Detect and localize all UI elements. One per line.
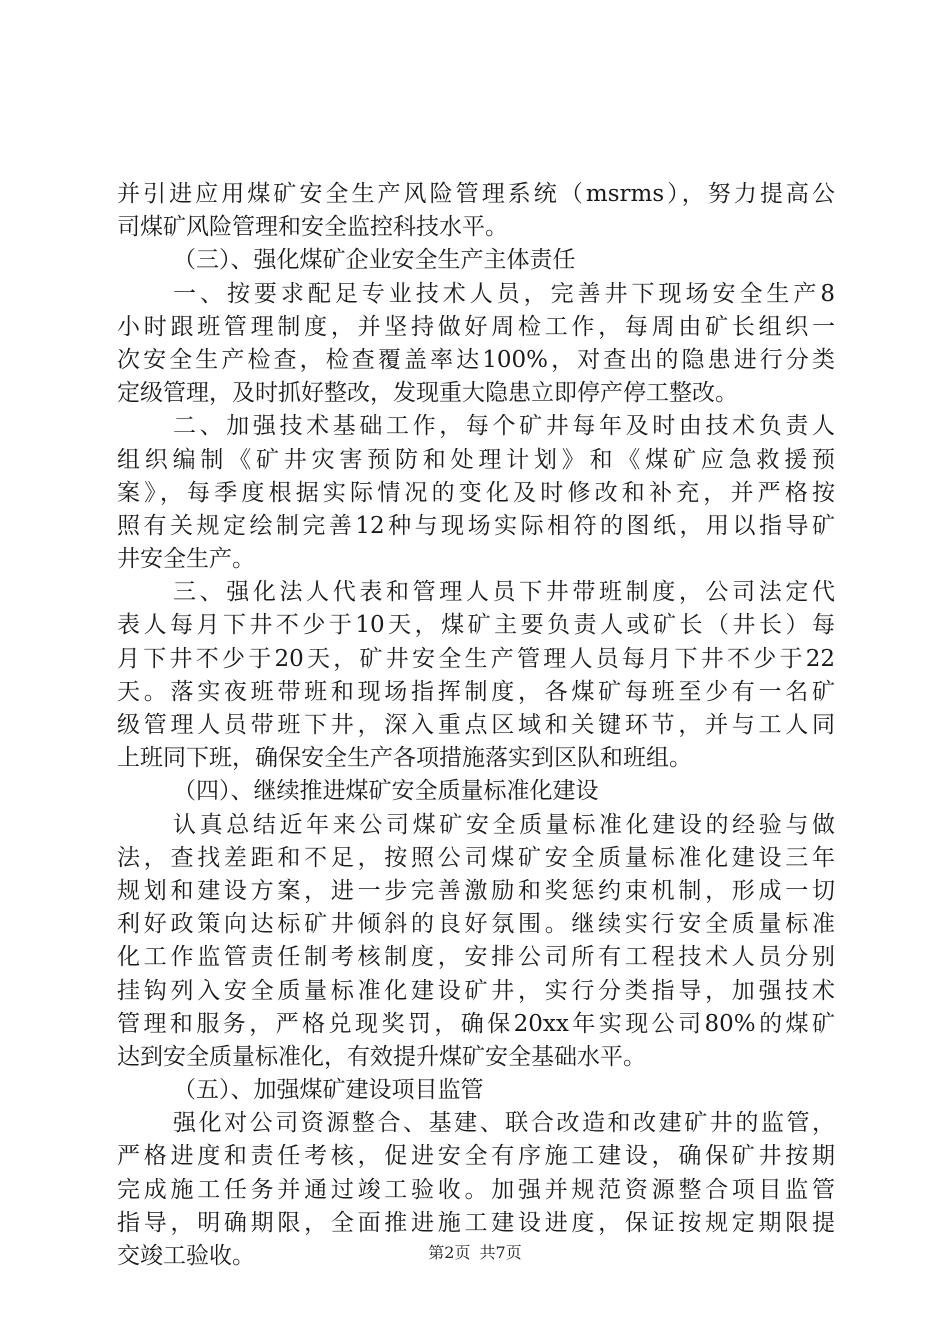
body-line: 小时跟班管理制度，并坚持做好周检工作，每周由矿长组织一 xyxy=(117,313,835,340)
body-line: 井安全生产。 xyxy=(117,546,255,573)
body-line: 挂钩列入安全质量标准化建设矿井，实行分类指导，加强技术 xyxy=(117,977,835,1004)
body-line: 管理和服务，严格兑现奖罚，确保20xx年实现公司80%的煤矿 xyxy=(117,1010,835,1037)
body-line: 完成施工任务并通过竣工验收。加强并规范资源整合项目监管 xyxy=(117,1176,835,1203)
body-line: 次安全生产检查，检查覆盖率达100%，对查出的隐患进行分类 xyxy=(117,346,835,373)
body-line: 交竣工验收。 xyxy=(117,1243,255,1269)
body-line: 指导，明确期限，全面推进施工建设进度，保证按规定期限提 xyxy=(117,1209,835,1236)
document-body xyxy=(117,178,835,1273)
body-line: 二、加强技术基础工作，每个矿井每年及时由技术负责人 xyxy=(173,413,835,440)
body-line: 表人每月下井不少于10天，煤矿主要负责人或矿长（井长）每 xyxy=(117,612,835,639)
section-heading: （三）、强化煤矿企业安全生产主体责任 xyxy=(173,247,576,274)
page-footer xyxy=(0,1240,950,1263)
body-line: 认真总结近年来公司煤矿安全质量标准化建设的经验与做 xyxy=(173,811,835,838)
page-total: 共7页 xyxy=(479,1243,522,1262)
body-line: 达到安全质量标准化，有效提升煤矿安全基础水平。 xyxy=(117,1043,646,1070)
body-line: 司煤矿风险管理和安全监控科技水平。 xyxy=(117,214,508,241)
section-heading: （五）、加强煤矿建设项目监管 xyxy=(173,1077,484,1104)
body-line: 规划和建设方案，进一步完善激励和奖惩约束机制，形成一切 xyxy=(117,877,835,904)
body-line: 组织编制《矿井灾害预防和处理计划》和《煤矿应急救援预 xyxy=(117,446,835,473)
body-line: 并引进应用煤矿安全生产风险管理系统（msrms），努力提高公 xyxy=(117,181,835,207)
body-line: 化工作监管责任制考核制度，安排公司所有工程技术人员分别 xyxy=(117,944,835,971)
body-line: 案》，每季度根据实际情况的变化及时修改和补充，并严格按 xyxy=(117,479,835,506)
body-line: 级管理人员带班下井，深入重点区域和关键环节，并与工人同 xyxy=(117,712,835,738)
body-line: 天。落实夜班带班和现场指挥制度，各煤矿每班至少有一名矿 xyxy=(117,678,835,705)
body-line: 定级管理，及时抓好整改，发现重大隐患立即停产停工整改。 xyxy=(117,380,738,407)
body-line: 三、强化法人代表和管理人员下井带班制度，公司法定代 xyxy=(173,579,835,606)
body-line: 严格进度和责任考核，促进安全有序施工建设，确保矿井按期 xyxy=(117,1143,835,1170)
page-number: 第2页 xyxy=(428,1243,471,1262)
section-heading: （四）、继续推进煤矿安全质量标准化建设 xyxy=(173,778,599,805)
body-line: 月下井不少于20天，矿井安全生产管理人员每月下井不少于22 xyxy=(117,645,835,672)
body-line: 法，查找差距和不足，按照公司煤矿安全质量标准化建设三年 xyxy=(117,844,835,871)
body-line: 上班同下班，确保安全生产各项措施落实到区队和班组。 xyxy=(117,745,692,772)
body-line: 强化对公司资源整合、基建、联合改造和改建矿井的监管， xyxy=(173,1110,835,1137)
body-line: 照有关规定绘制完善12种与现场实际相符的图纸，用以指导矿 xyxy=(117,512,835,539)
body-line: 利好政策向达标矿井倾斜的良好氛围。继续实行安全质量标准 xyxy=(117,911,835,938)
body-line: 一、按要求配足专业技术人员，完善井下现场安全生产8 xyxy=(173,280,835,307)
